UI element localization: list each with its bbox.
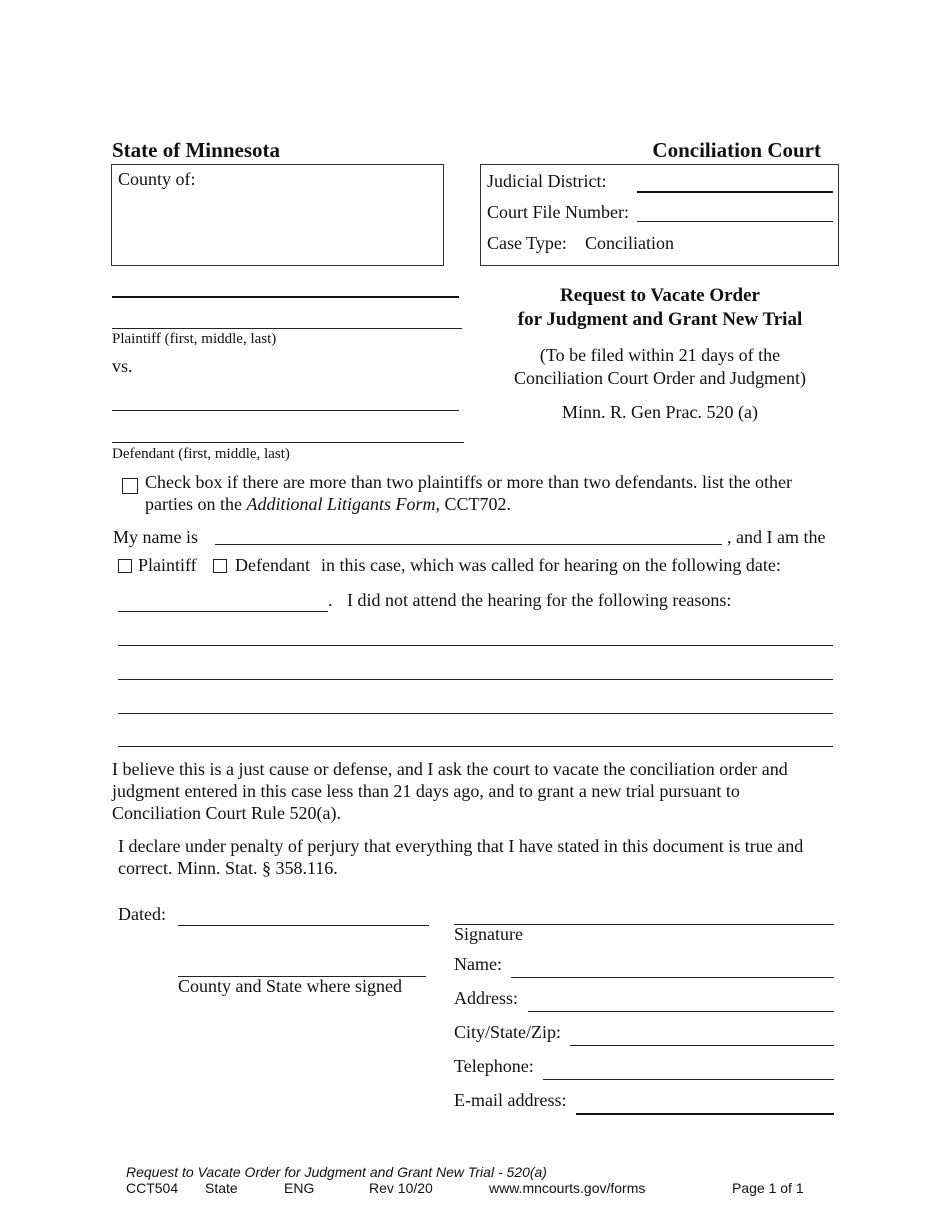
footer-page-number: Page 1 of 1 bbox=[732, 1180, 804, 1196]
footer-state: State bbox=[205, 1180, 238, 1196]
email-input[interactable] bbox=[576, 1095, 834, 1115]
plaintiff-line-2[interactable] bbox=[112, 310, 462, 329]
county-box bbox=[111, 164, 444, 266]
name-label: Name: bbox=[454, 954, 502, 974]
case-type-value: Conciliation bbox=[585, 233, 674, 253]
defendant-role-label: Defendant bbox=[235, 555, 310, 575]
dated-input[interactable] bbox=[178, 907, 429, 926]
declaration-line-2: correct. Minn. Stat. § 358.116. bbox=[118, 858, 338, 878]
my-name-input[interactable] bbox=[215, 526, 722, 545]
email-label: E-mail address: bbox=[454, 1090, 567, 1110]
footer-website-link[interactable]: www.mncourts.gov/forms bbox=[489, 1180, 646, 1196]
defendant-line-2[interactable] bbox=[112, 424, 464, 443]
dated-label: Dated: bbox=[118, 904, 166, 924]
judicial-district-label: Judicial District: bbox=[487, 171, 607, 191]
plaintiff-role-label: Plaintiff bbox=[138, 555, 197, 575]
telephone-input[interactable] bbox=[543, 1061, 834, 1080]
reason-line-3[interactable] bbox=[118, 695, 833, 714]
footer-language: ENG bbox=[284, 1180, 315, 1196]
county-state-signed-caption: County and State where signed bbox=[178, 976, 402, 996]
reason-line-2[interactable] bbox=[118, 661, 833, 680]
vs-label: vs. bbox=[112, 356, 133, 376]
name-input[interactable] bbox=[511, 959, 834, 978]
plaintiff-caption: Plaintiff (first, middle, last) bbox=[112, 331, 277, 347]
case-info-box bbox=[480, 164, 839, 266]
declaration-line-1: I declare under penalty of perjury that everything that I have stated in this document is true and bbox=[118, 836, 804, 856]
additional-litigants-note-line-2 bbox=[145, 494, 511, 515]
hearing-text: in this case, which was called for hearing on the following date: bbox=[321, 555, 781, 575]
additional-litigants-note-line-1: Check box if there are more than two plaintiffs or more than two defendants. list the other bbox=[145, 472, 792, 492]
rule-citation: Minn. R. Gen Prac. 520 (a) bbox=[562, 402, 758, 422]
defendant-role-checkbox[interactable] bbox=[213, 559, 227, 573]
period-mark: . bbox=[328, 590, 333, 610]
case-type-label: Case Type: bbox=[487, 233, 567, 253]
signature-caption: Signature bbox=[454, 924, 523, 944]
filing-note-line-2: Conciliation Court Order and Judgment) bbox=[514, 368, 806, 388]
court-file-number-label: Court File Number: bbox=[487, 202, 629, 222]
belief-paragraph-line-1: I believe this is a just cause or defense, and I ask the court to vacate the conciliation order and bbox=[112, 759, 788, 779]
note-prefix: parties on the bbox=[145, 494, 247, 514]
did-not-attend-text: I did not attend the hearing for the following reasons: bbox=[347, 590, 732, 610]
additional-litigants-form-name: Additional Litigants Form bbox=[246, 494, 436, 514]
footer-form-title: Request to Vacate Order for Judgment and Grant New Trial - 520(a) bbox=[126, 1164, 547, 1180]
court-heading: Conciliation Court bbox=[652, 138, 821, 162]
signature-input[interactable] bbox=[454, 906, 834, 925]
plaintiff-role-checkbox[interactable] bbox=[118, 559, 132, 573]
county-input[interactable] bbox=[202, 171, 432, 191]
my-name-is-label: My name is bbox=[113, 527, 198, 547]
court-file-number-input[interactable] bbox=[637, 203, 833, 222]
form-title-line-1: Request to Vacate Order bbox=[560, 285, 760, 306]
address-input[interactable] bbox=[528, 993, 834, 1012]
city-state-zip-label: City/State/Zip: bbox=[454, 1022, 561, 1042]
defendant-caption: Defendant (first, middle, last) bbox=[112, 446, 290, 462]
telephone-label: Telephone: bbox=[454, 1056, 534, 1076]
state-heading: State of Minnesota bbox=[112, 138, 280, 162]
footer-form-code: CCT504 bbox=[126, 1180, 179, 1196]
plaintiff-line-1[interactable] bbox=[112, 278, 459, 298]
reason-line-4[interactable] bbox=[118, 728, 833, 747]
footer-revision: Rev 10/20 bbox=[369, 1180, 433, 1196]
judicial-district-input[interactable] bbox=[637, 173, 833, 193]
reason-line-1[interactable] bbox=[118, 627, 833, 646]
additional-litigants-checkbox[interactable] bbox=[122, 478, 138, 494]
address-label: Address: bbox=[454, 988, 518, 1008]
city-state-zip-input[interactable] bbox=[570, 1027, 834, 1046]
belief-paragraph-line-3: Conciliation Court Rule 520(a). bbox=[112, 803, 341, 823]
county-label: County of: bbox=[118, 169, 196, 189]
and-i-am-the-label: , and I am the bbox=[727, 527, 826, 547]
belief-paragraph-line-2: judgment entered in this case less than 21 days ago, and to grant a new trial pursuant to bbox=[112, 781, 740, 801]
form-title-line-2: for Judgment and Grant New Trial bbox=[517, 309, 803, 330]
filing-note-line-1: (To be filed within 21 days of the bbox=[539, 345, 781, 365]
county-state-signed-input[interactable] bbox=[178, 958, 426, 977]
defendant-line-1[interactable] bbox=[112, 392, 459, 411]
hearing-date-input[interactable] bbox=[118, 593, 328, 612]
note-suffix: , CCT702. bbox=[435, 494, 512, 514]
